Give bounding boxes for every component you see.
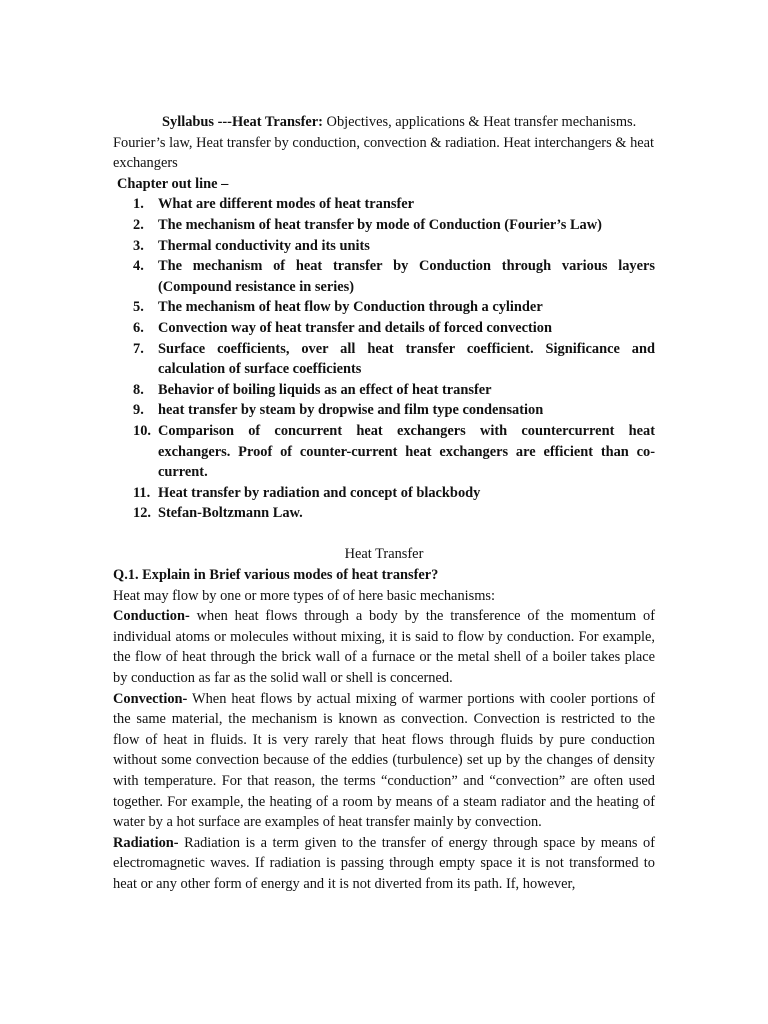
outline-item-text: Convection way of heat transfer and details of forced convection (158, 319, 552, 336)
outline-item-number: 6. (133, 319, 144, 336)
outline-item-text: Surface coefficients, over all heat transfer coefficient. Significance and calculation of surface coefficients (158, 340, 655, 378)
outline-item (113, 380, 655, 401)
outline-item-number: 4. (133, 258, 144, 275)
section-title: Heat Transfer (344, 546, 424, 563)
radiation-text: Radiation is a term given to the transfer of energy through space by means of electromagnetic waves. If radiation is passing through empty space it is not transformed to heat or any other form of energy and it is not diverted from its path. If, however, (113, 834, 655, 892)
intro-paragraph: Heat may flow by one or more types of of here basic mechanisms: (113, 587, 496, 604)
radiation-label: Radiation- (113, 834, 179, 851)
conduction-label: Conduction- (113, 608, 190, 625)
outline-item-number: 12. (133, 505, 151, 522)
outline-item-text: Behavior of boiling liquids as an effect of heat transfer (158, 381, 492, 398)
outline-item-text: What are different modes of heat transfer (158, 196, 415, 213)
outline-item (113, 421, 655, 483)
outline-item-number: 8. (133, 381, 144, 398)
outline-item (113, 483, 655, 504)
radiation-paragraph (113, 833, 655, 895)
syllabus-text: Objectives, applications & Heat transfer mechanisms. Fourier’s law, Heat transfer by conduction, convection & radiation. Heat interchangers & heat exchangers (113, 114, 655, 172)
outline-item (113, 400, 655, 421)
outline-item (113, 194, 655, 215)
outline-item-number: 3. (133, 237, 144, 254)
document-page (113, 112, 655, 895)
outline-item-text: The mechanism of heat transfer by mode of Conduction (Fourier’s Law) (158, 216, 602, 233)
outline-item-text: The mechanism of heat flow by Conduction through a cylinder (158, 299, 543, 316)
outline-item-text: The mechanism of heat transfer by Conduction through various layers (Compound resistance in series) (158, 258, 655, 295)
outline-item-number: 1. (133, 196, 144, 213)
outline-item-number: 9. (133, 402, 144, 419)
outline-item-number: 5. (133, 299, 144, 316)
convection-text: When heat flows by actual mixing of warmer portions with cooler portions of the same material, the mechanism is known as convection. Convection is restricted to the flow of heat in fluids. It is very rarely that heat flows through fluids by pure conduction without some convection because of the eddies (turbulence) set up by the changes of density with temperature. For that reason, the terms “conduction” and “convection” are often used together. For example, the heating of a room by means of a steam radiator and the heating of water by a hot surface are examples of heat transfer mainly by convection. (113, 690, 655, 831)
outline-item-text: Heat transfer by radiation and concept of blackbody (158, 484, 481, 501)
outline-item (113, 215, 655, 236)
outline-item-text: heat transfer by steam by dropwise and film type condensation (158, 402, 544, 419)
outline-item (113, 339, 655, 380)
outline-item-text: Thermal conductivity and its units (158, 237, 370, 254)
chapter-outline-heading: Chapter out line – (117, 175, 229, 192)
blank-line (113, 524, 655, 545)
outline-item (113, 297, 655, 318)
outline-item-number: 7. (133, 340, 144, 357)
convection-label: Convection- (113, 690, 188, 707)
outline-item (113, 236, 655, 257)
outline-item (113, 256, 655, 297)
conduction-text: when heat flows through a body by the transference of the momentum of individual atoms or molecules without mixing, it is said to flow by conduction. For example, the flow of heat through the brick wall of a furnace or the metal shell of a boiler takes place by conduction as far as the solid wall or shell is concerned. (113, 608, 655, 687)
conduction-paragraph (113, 606, 655, 688)
outline-item-number: 11. (133, 484, 151, 501)
syllabus-paragraph (113, 112, 655, 174)
question-heading: Q.1. Explain in Brief various modes of heat transfer? (113, 567, 439, 584)
outline-item (113, 318, 655, 339)
syllabus-label: Syllabus ---Heat Transfer: (162, 114, 323, 130)
outline-item (113, 503, 655, 524)
convection-paragraph (113, 689, 655, 833)
outline-item-number: 10. (133, 422, 151, 439)
outline-item-text: Comparison of concurrent heat exchangers with countercurrent heat exchangers. Proof of counter-current heat exchangers are efficient than co-current. (158, 422, 655, 481)
outline-item-number: 2. (133, 216, 144, 233)
chapter-outline-list (113, 194, 655, 524)
outline-item-text: Stefan-Boltzmann Law. (158, 505, 303, 522)
